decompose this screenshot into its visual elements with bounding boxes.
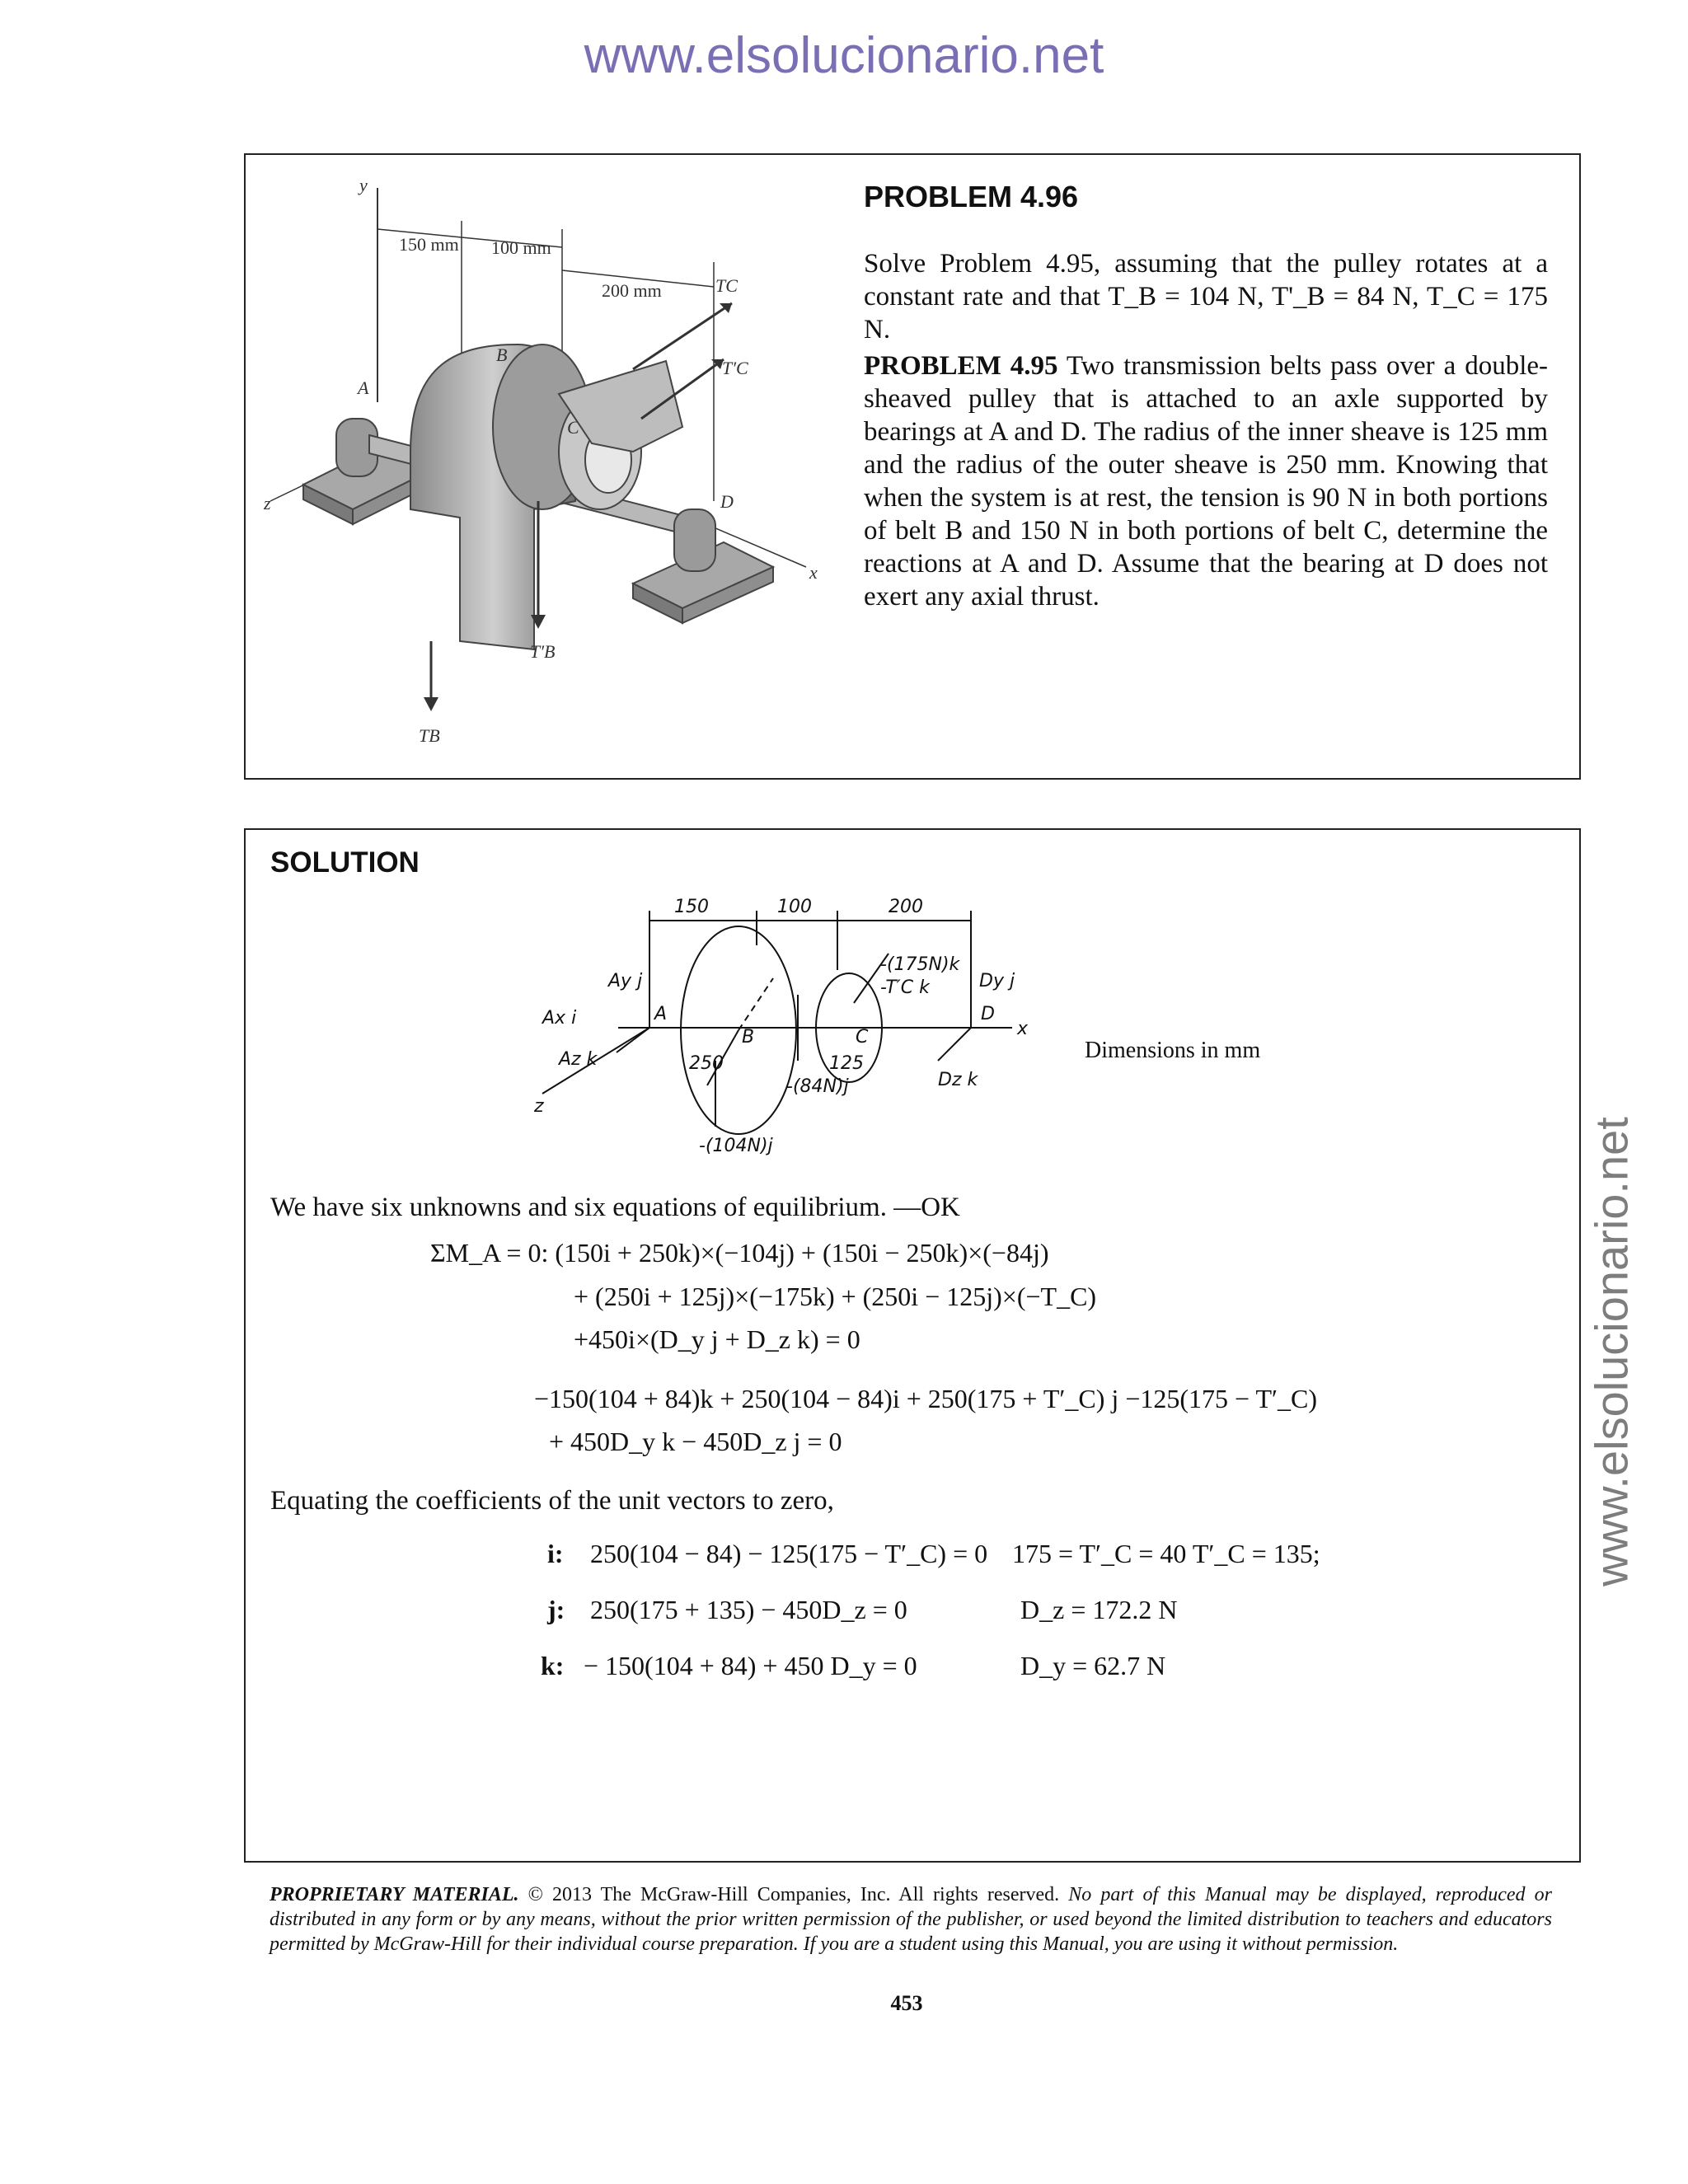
tb-label: TB [419,725,440,746]
component-k-result: D_y = 62.7 N [1020,1651,1166,1680]
point-a-label: A [358,377,369,398]
component-k-label: k: [541,1651,565,1680]
sketch-250: 250 [689,1053,724,1074]
point-c-label: C [567,417,579,438]
equating-text: Equating the coefficients of the unit vectors to zero, [270,1486,834,1516]
sketch-84n: -(84N)j [786,1076,849,1097]
watermark-side: www.elsolucionario.net [1585,1117,1638,1586]
point-d-label: D [720,491,734,512]
component-i-result: 175 = T′_C = 40 T′_C = 135; [1012,1539,1320,1568]
solution-title: SOLUTION [270,846,420,879]
sketch-b: B [742,1027,755,1047]
sketch-c: C [856,1027,869,1047]
sketch-175n: -(175N)k [880,954,960,975]
problem-statement: Solve Problem 4.95, assuming that the pulley rotates at a constant rate and that T_B = 104 N, T'_B = 84 N, T_C = 175 N. [864,249,1548,344]
component-j-result: D_z = 172.2 N [1020,1595,1178,1624]
sketch-dim-200: 200 [889,897,923,917]
sketch-d: D [981,1004,995,1024]
dim-150: 150 mm [399,234,459,255]
sketch-a: A [654,1004,668,1024]
component-j-label: j: [547,1595,565,1624]
hand-sketch [526,896,1070,1168]
moment-eq-line-5: + 450D_y k − 450D_z j = 0 [549,1427,842,1456]
sketch-dim-150: 150 [674,897,709,917]
problem-title: PROBLEM 4.96 [864,180,1079,213]
axis-z-label: z [264,493,271,513]
sketch-104n: -(104N)j [699,1136,773,1156]
sketch-125: 125 [829,1053,864,1074]
problem-box [244,153,1581,780]
solution-intro: We have six unknowns and six equations of equilibrium. —OK [270,1193,960,1222]
sketch-dim-100: 100 [777,897,812,917]
referenced-problem-title: PROBLEM 4.95 [864,351,1058,381]
axis-x-label: x [809,562,818,583]
sketch-x: x [1017,1019,1029,1039]
axis-y-label: y [359,175,368,195]
watermark-top: www.elsolucionario.net [584,27,1104,84]
page-number: 453 [890,1991,923,2015]
component-j-eq: 250(175 + 135) − 450D_z = 0 [590,1595,907,1624]
sketch-ax: Ax i [542,1008,577,1029]
footer-permission: No part of this Manual may be displayed, reproduced or distributed in any form or by any means, without the prior written permission of the publisher, or used beyond the limited distribution to teachers and educators permitted by McGraw-Hill for their individual course preparation. If you are a student using this Manual, you are using it without permission. [270,1884,1552,1955]
footer-notice [270,1882,1552,1957]
moment-eq-line-1: ΣM_A = 0: (150i + 250k)×(−104j) + (150i − 250k)×(−84j) [430,1238,1049,1268]
referenced-problem [864,349,1548,613]
tb-prime-label: T′B [530,641,556,662]
pulley-figure [246,155,839,765]
tc-label: TC [715,275,738,296]
component-i-eq: 250(104 − 84) − 125(175 − T′_C) = 0 [590,1539,988,1568]
point-b-label: B [496,344,508,365]
dim-100: 100 mm [491,237,551,258]
sketch-dz: Dz k [938,1070,978,1090]
moment-eq-line-2: + (250i + 125j)×(−175k) + (250i − 125j)×(−T_C) [574,1282,1097,1311]
sketch-dy: Dy j [979,971,1015,991]
tc-prime-label: T′C [722,358,748,378]
sketch-z: z [534,1096,544,1117]
sketch-tc-prime: -T′C k [880,977,930,998]
dim-200: 200 mm [602,280,662,301]
solution-box [244,828,1581,1863]
component-k-eq: − 150(104 + 84) + 450 D_y = 0 [584,1651,917,1680]
footer-copyright: © 2013 The McGraw-Hill Companies, Inc. All rights reserved. [518,1884,1069,1905]
component-i-label: i: [547,1539,564,1568]
referenced-problem-text: Two transmission belts pass over a double-sheaved pulley that is attached to an axle supported by bearings at A and D. The radius of the inner sheave is 125 mm and the radius of the outer sheave is 250 mm. Knowing that when the system is at rest, the tension is 90 N in both portions of belt B and 150 N in both portions of belt C, determine the reactions at A and D. Assume that the bearing at D does not exert any axial thrust. [864,351,1549,612]
moment-eq-line-3: +450i×(D_y j + D_z k) = 0 [574,1324,860,1354]
sketch-ay: Ay j [608,971,643,991]
moment-eq-line-4: −150(104 + 84)k + 250(104 − 84)i + 250(175 + T′_C) j −125(175 − T′_C) [534,1384,1318,1413]
sketch-az: Az k [559,1049,598,1070]
dimensions-note: Dimensions in mm [1085,1038,1261,1063]
footer-lead: PROPRIETARY MATERIAL. [270,1884,519,1905]
